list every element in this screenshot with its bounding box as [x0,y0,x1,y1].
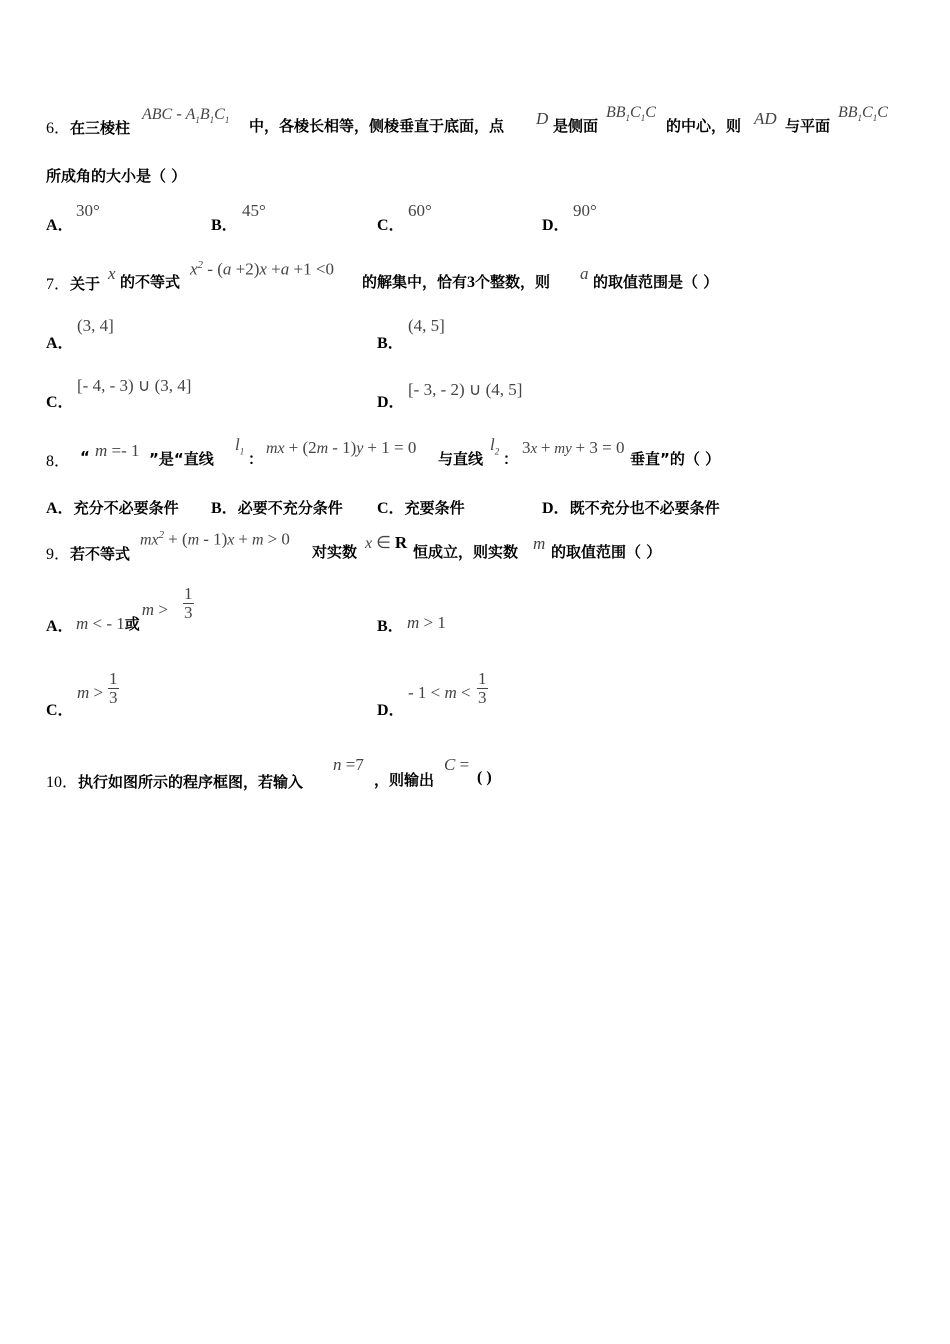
math-var-a: a [580,264,589,283]
question-text: 3 [467,274,476,291]
question-text: 与直线 [438,450,484,468]
option-label-d: D． [377,702,405,719]
option-value-d: [- 3, - 2) ∪ (4, 5] [408,380,523,399]
question-text: ，则输出 [374,771,435,789]
question-text: 的取值范围是（ ） [593,273,719,291]
question-text: 垂直”的（ ） [630,450,721,468]
question-number: 10． [46,774,79,791]
question-text: 执行如图所示的程序框图，若输入 [78,773,304,791]
question-text: ： [248,450,264,468]
option-label-d: D． [542,217,570,234]
math-segment-ad: AD [754,109,777,128]
math-equation-1: mx + (2m - 1)y + 1 = 0 [266,438,417,457]
question-number: 6． [46,120,71,137]
option-value-c: 60° [408,201,432,220]
option-label-b: B． [377,618,404,635]
option-label-a: A． [46,335,74,352]
option-value-a: (3, 4] [77,316,114,335]
option-value-d: 90° [573,201,597,220]
option-c: C．充要条件 [377,499,465,517]
option-label-a: A． [46,618,74,635]
question-text: 若不等式 [70,545,131,563]
option-label-b: B． [377,335,404,352]
option-label-b: B． [211,217,238,234]
question-text: 对实数 [312,543,358,561]
question-text: ： [503,450,519,468]
option-label-c: C． [377,217,405,234]
option-value-d: - 1 < m < [408,683,471,702]
option-label-c: C． [46,394,74,411]
question-text: “ [80,448,90,466]
question-text: 在三棱柱 [70,119,131,137]
option-value-b: (4, 5] [408,316,445,335]
option-value-c: m > [77,683,104,702]
question-text: 所成角的大小是（ ） [46,167,187,185]
option-a: A．充分不必要条件 [46,499,179,517]
option-value-c: [- 4, - 3) ∪ (3, 4] [77,376,192,395]
option-d: D．既不充分也不必要条件 [542,499,720,517]
question-text: 的取值范围（ ） [551,543,662,561]
question-text: ”是“直线 [149,450,214,468]
math-face: $BB_1C_1C$ [606,104,656,124]
question-text: 的中心，则 [666,117,742,135]
math-point-d: D [536,109,549,128]
answer-blank: ( ) [477,769,492,786]
question-text: 恒成立，则实数 [413,543,519,561]
question-number: 9． [46,546,71,563]
math-var-x: x [108,264,116,283]
math-input-n: n =7 [333,755,364,774]
fraction-one-third: $\frac{1}{3}$ [478,669,487,707]
math-output-c: C = [444,755,470,774]
fraction-one-third: $\frac{1}{3}$ [184,584,193,622]
math-var-m: m [533,534,546,553]
option-value-b: 45° [242,201,266,220]
math-inequality: $mx^2 + (m - 1)x + m > 0$ [140,529,290,549]
math-line-l1: $l_1$ [235,435,245,457]
option-label-d: D． [377,394,405,411]
question-text: 的不等式 [120,273,181,291]
question-text: 中，各棱长相等，侧棱垂直于底面，点 [249,117,505,135]
question-text: 个整数，则 [475,273,551,291]
math-domain: x ∈ R [365,533,408,552]
fraction-one-third: $\frac{1}{3}$ [109,669,118,707]
option-label-a: A． [46,217,74,234]
math-equation-2: 3x + my + 3 = 0 [522,438,625,457]
option-label-c: C． [46,702,74,719]
question-text: 是侧面 [553,117,599,135]
math-condition: m =- 1 [95,441,140,460]
question-text: 与平面 [785,117,831,135]
question-number: 8． [46,453,71,470]
option-b: B．必要不充分条件 [211,499,343,517]
math-prism: ABC - $A_1B_1C_1$ [142,104,230,126]
option-value-a: m < - 1或m > [76,600,168,633]
question-text: 的解集中，恰有 [362,273,468,291]
question-number: 7． [46,276,71,293]
math-line-l2: $l_2$ [490,435,500,457]
math-inequality: $x^2 - (a +2)x +a +1 <0$ [190,259,334,279]
math-plane: $BB_1C_1C$ [838,104,888,124]
option-value-a: 30° [76,201,100,220]
question-text: 关于 [70,275,101,293]
option-value-b: m > 1 [407,613,446,632]
